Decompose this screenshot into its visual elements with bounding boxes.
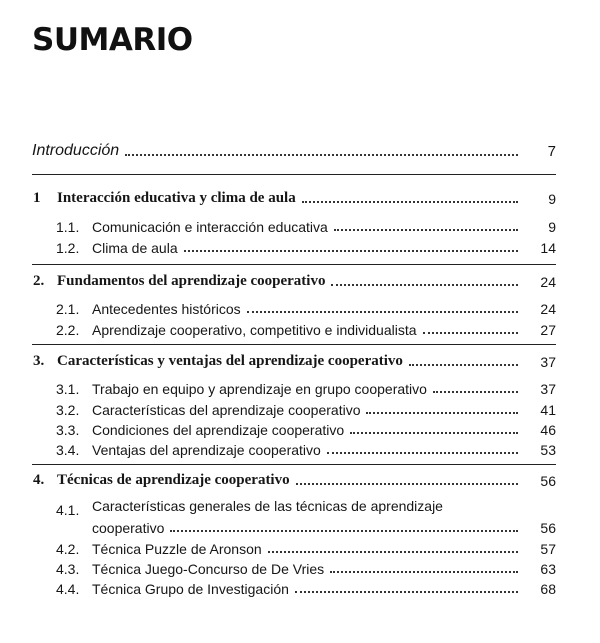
- page-number: 37: [540, 381, 556, 397]
- page-number: 63: [540, 561, 556, 577]
- page-number: 57: [540, 541, 556, 557]
- dot-leader: [295, 591, 518, 593]
- toc-entry-3-1[interactable]: [0, 377, 600, 399]
- section-divider: [32, 264, 556, 265]
- section-title: Técnica Puzzle de Aronson: [92, 541, 262, 557]
- entry-label: Introducción: [32, 142, 119, 162]
- chapter-number: 3.: [33, 353, 45, 369]
- section-divider: [32, 464, 556, 465]
- section-title: Clima de aula: [92, 240, 178, 256]
- section-number: 4.2.: [56, 541, 80, 557]
- page-number: 24: [540, 274, 556, 290]
- section-divider: [32, 344, 556, 345]
- section-number: 2.1.: [56, 301, 80, 317]
- page-number: 24: [540, 301, 556, 317]
- chapter-title: Características y ventajas del aprendizaje cooperativo: [57, 353, 403, 372]
- toc-entry-introduction[interactable]: [0, 140, 600, 162]
- section-title: cooperativo: [92, 520, 165, 536]
- toc-entry-3-4[interactable]: [0, 438, 600, 460]
- page-number: 37: [540, 354, 556, 370]
- section-number: 4.1.: [56, 502, 80, 518]
- section-title: Condiciones del aprendizaje cooperativo: [92, 422, 345, 438]
- dot-leader: [366, 412, 518, 414]
- page-number: 27: [540, 322, 556, 338]
- dot-leader: [327, 452, 518, 454]
- dot-leader: [268, 551, 518, 553]
- dot-leader: [302, 201, 518, 203]
- section-title: Trabajo en equipo y aprendizaje en grupo cooperativo: [92, 381, 427, 397]
- section-number: 1.2.: [56, 240, 80, 256]
- dot-leader: [433, 391, 518, 393]
- dot-leader: [334, 229, 518, 231]
- section-title: Aprendizaje cooperativo, competitivo e individualista: [92, 322, 417, 338]
- toc-entry-4-2[interactable]: [0, 537, 600, 559]
- section-number: 4.4.: [56, 581, 80, 597]
- section-number: 3.3.: [56, 422, 80, 438]
- page-number: 68: [540, 581, 556, 597]
- page-number: 56: [540, 520, 556, 536]
- section-number: 3.2.: [56, 402, 80, 418]
- section-divider: [32, 174, 556, 175]
- dot-leader: [170, 530, 518, 532]
- section-title: Técnica Grupo de Investigación: [92, 581, 289, 597]
- toc-entry-1-1[interactable]: [0, 215, 600, 237]
- dot-leader: [330, 571, 518, 573]
- dot-leader: [409, 364, 518, 366]
- section-title: Antecedentes históricos: [92, 301, 241, 317]
- toc-entry-3-3[interactable]: [0, 418, 600, 440]
- toc-entry-3-2[interactable]: [0, 398, 600, 420]
- chapter-title: Fundamentos del aprendizaje cooperativo: [57, 273, 325, 292]
- section-title: Ventajas del aprendizaje cooperativo: [92, 442, 321, 458]
- chapter-number: 2.: [33, 273, 45, 289]
- section-title-line1: Características generales de las técnicas de aprendizaje: [92, 498, 443, 514]
- page-number: 56: [540, 473, 556, 489]
- toc-entry-2-2[interactable]: [0, 318, 600, 340]
- toc-entry-1-2[interactable]: [0, 236, 600, 258]
- page-number: 46: [540, 422, 556, 438]
- dot-leader: [184, 250, 518, 252]
- chapter-number: 4.: [33, 472, 45, 488]
- dot-leader: [350, 432, 518, 434]
- section-number: 3.1.: [56, 381, 80, 397]
- dot-leader: [125, 154, 518, 156]
- toc-entry-4-3[interactable]: [0, 557, 600, 579]
- dot-leader: [423, 332, 518, 334]
- section-number: 3.4.: [56, 442, 80, 458]
- toc-entry-4-4[interactable]: [0, 577, 600, 599]
- toc-chapter-1[interactable]: [0, 187, 600, 209]
- section-title: Características del aprendizaje cooperativo: [92, 402, 361, 418]
- page-number: 53: [540, 442, 556, 458]
- chapter-number: 1: [33, 190, 41, 206]
- section-number: 4.3.: [56, 561, 80, 577]
- page-number: 7: [547, 143, 556, 160]
- chapter-title: Técnicas de aprendizaje cooperativo: [57, 472, 290, 491]
- section-number: 1.1.: [56, 219, 80, 235]
- toc-entry-2-1[interactable]: [0, 297, 600, 319]
- section-title: Técnica Juego-Concurso de De Vries: [92, 561, 325, 577]
- page-number: 9: [548, 191, 556, 207]
- page-title: SUMARIO: [32, 22, 193, 58]
- section-title: Comunicación e interacción educativa: [92, 219, 328, 235]
- dot-leader: [247, 311, 518, 313]
- toc-chapter-3[interactable]: [0, 350, 600, 372]
- page-number: 41: [540, 402, 556, 418]
- toc-chapter-2[interactable]: [0, 270, 600, 292]
- page-number: 9: [548, 219, 556, 235]
- chapter-title: Interacción educativa y clima de aula: [57, 190, 296, 209]
- dot-leader: [296, 483, 518, 485]
- section-number: 2.2.: [56, 322, 80, 338]
- toc-chapter-4[interactable]: [0, 469, 600, 491]
- dot-leader: [331, 284, 518, 286]
- page-number: 14: [540, 240, 556, 256]
